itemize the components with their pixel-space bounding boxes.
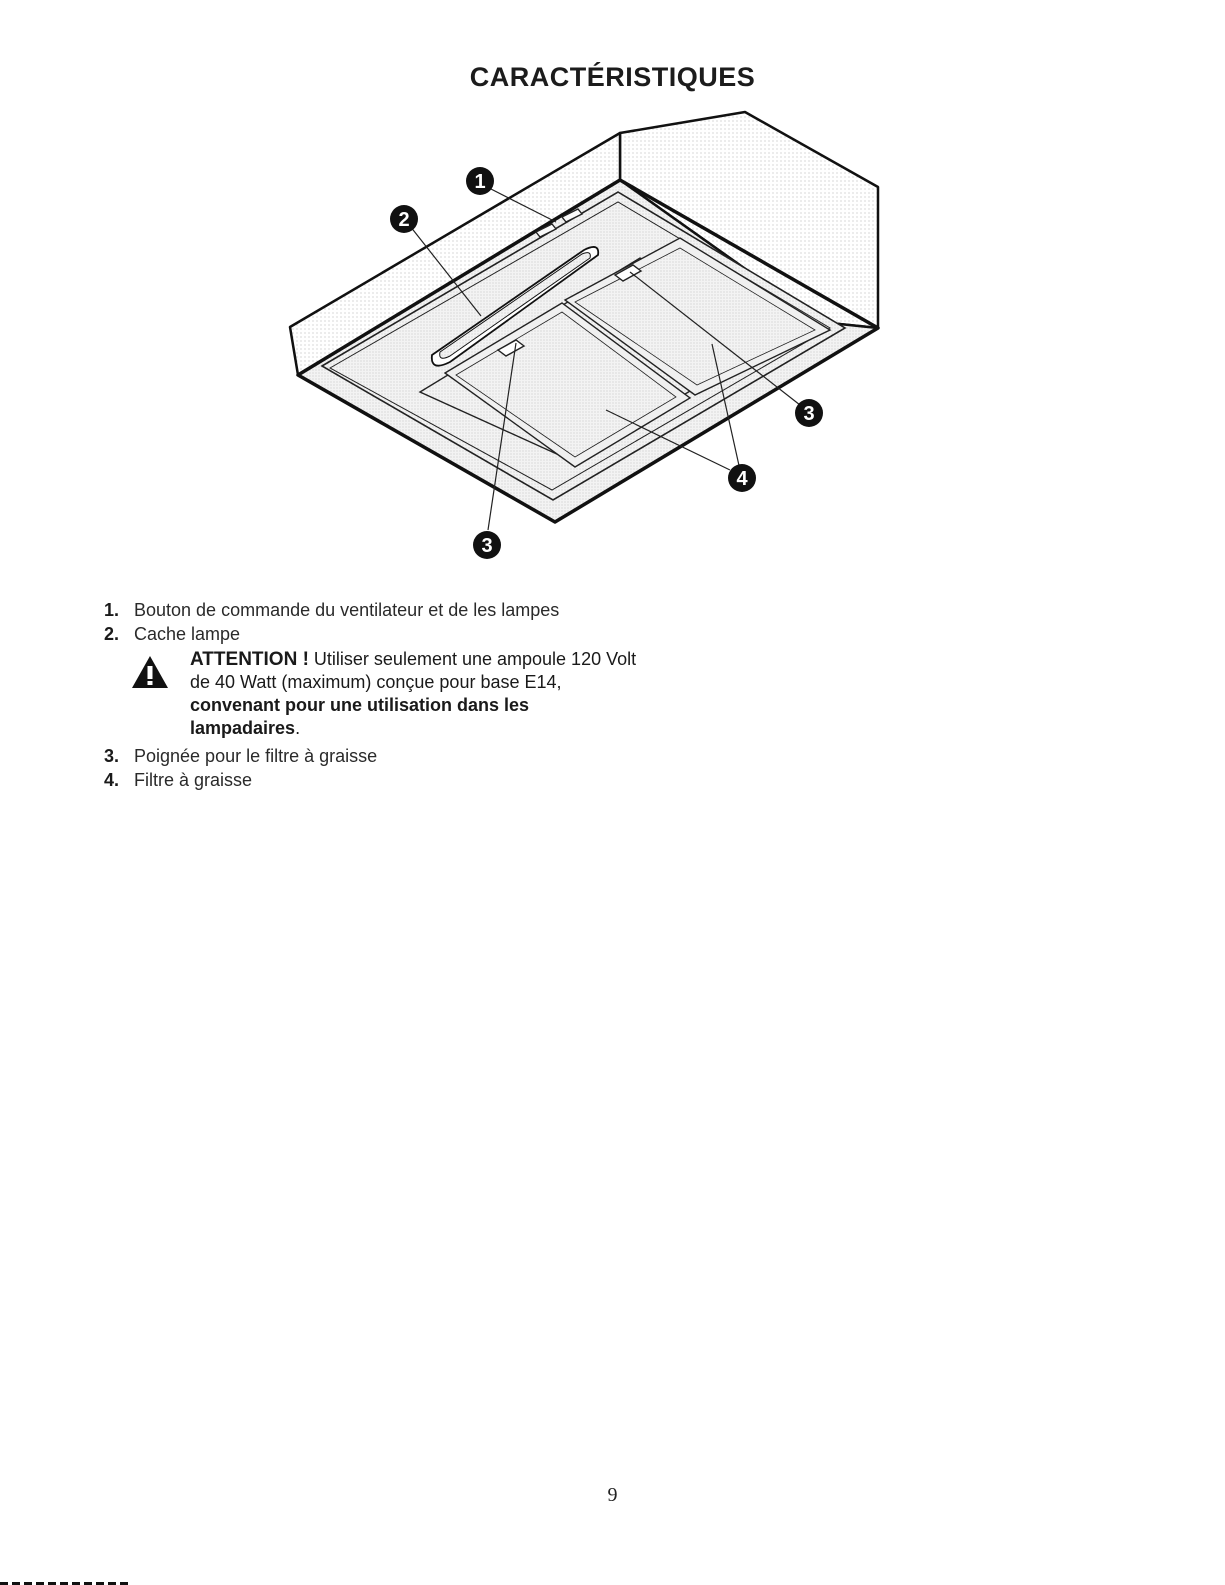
legend-text: Bouton de commande du ventilateur et de les lampes — [134, 600, 560, 620]
page-title: CARACTÉRISTIQUES — [469, 62, 756, 92]
callout-3-bottom — [473, 531, 501, 559]
warning-line-3: convenant pour une utilisation dans les — [190, 695, 530, 715]
callout-2 — [390, 205, 418, 233]
warning-label: ATTENTION ! — [190, 649, 309, 670]
warning-note — [190, 648, 804, 740]
legend-text: Poignée pour le filtre à graisse — [134, 746, 378, 766]
callout-3-right-label: 3 — [803, 403, 815, 425]
warning-triangle-icon — [130, 654, 170, 690]
warning-line-2: de 40 Watt (maximum) conçue pour base E14, — [190, 672, 562, 692]
legend-number: 3. — [104, 746, 120, 766]
legend-item — [104, 744, 804, 768]
callout-4 — [728, 464, 756, 492]
legend-text: Filtre à graisse — [134, 770, 253, 790]
range-hood-diagram — [0, 0, 1225, 600]
legend-item — [104, 622, 804, 646]
callout-4-label: 4 — [736, 468, 748, 490]
parts-legend — [104, 598, 804, 792]
legend-number: 2. — [104, 624, 120, 644]
warning-line-4-end: . — [295, 718, 301, 738]
warning-line-1: Utiliser seulement une ampoule 120 Volt — [308, 649, 637, 669]
warning-line-4: lampadaires — [190, 718, 296, 738]
callout-2-label: 2 — [398, 209, 410, 231]
callout-3-bottom-label: 3 — [481, 535, 493, 557]
legend-number: 4. — [104, 770, 120, 790]
legend-item — [104, 598, 804, 622]
callout-1 — [466, 167, 494, 195]
legend-text: Cache lampe — [134, 624, 241, 644]
legend-number: 1. — [104, 600, 120, 620]
callout-3-right — [795, 399, 823, 427]
callout-1-label: 1 — [474, 171, 486, 193]
legend-item — [104, 768, 804, 792]
page-number: 9 — [607, 1484, 618, 1506]
